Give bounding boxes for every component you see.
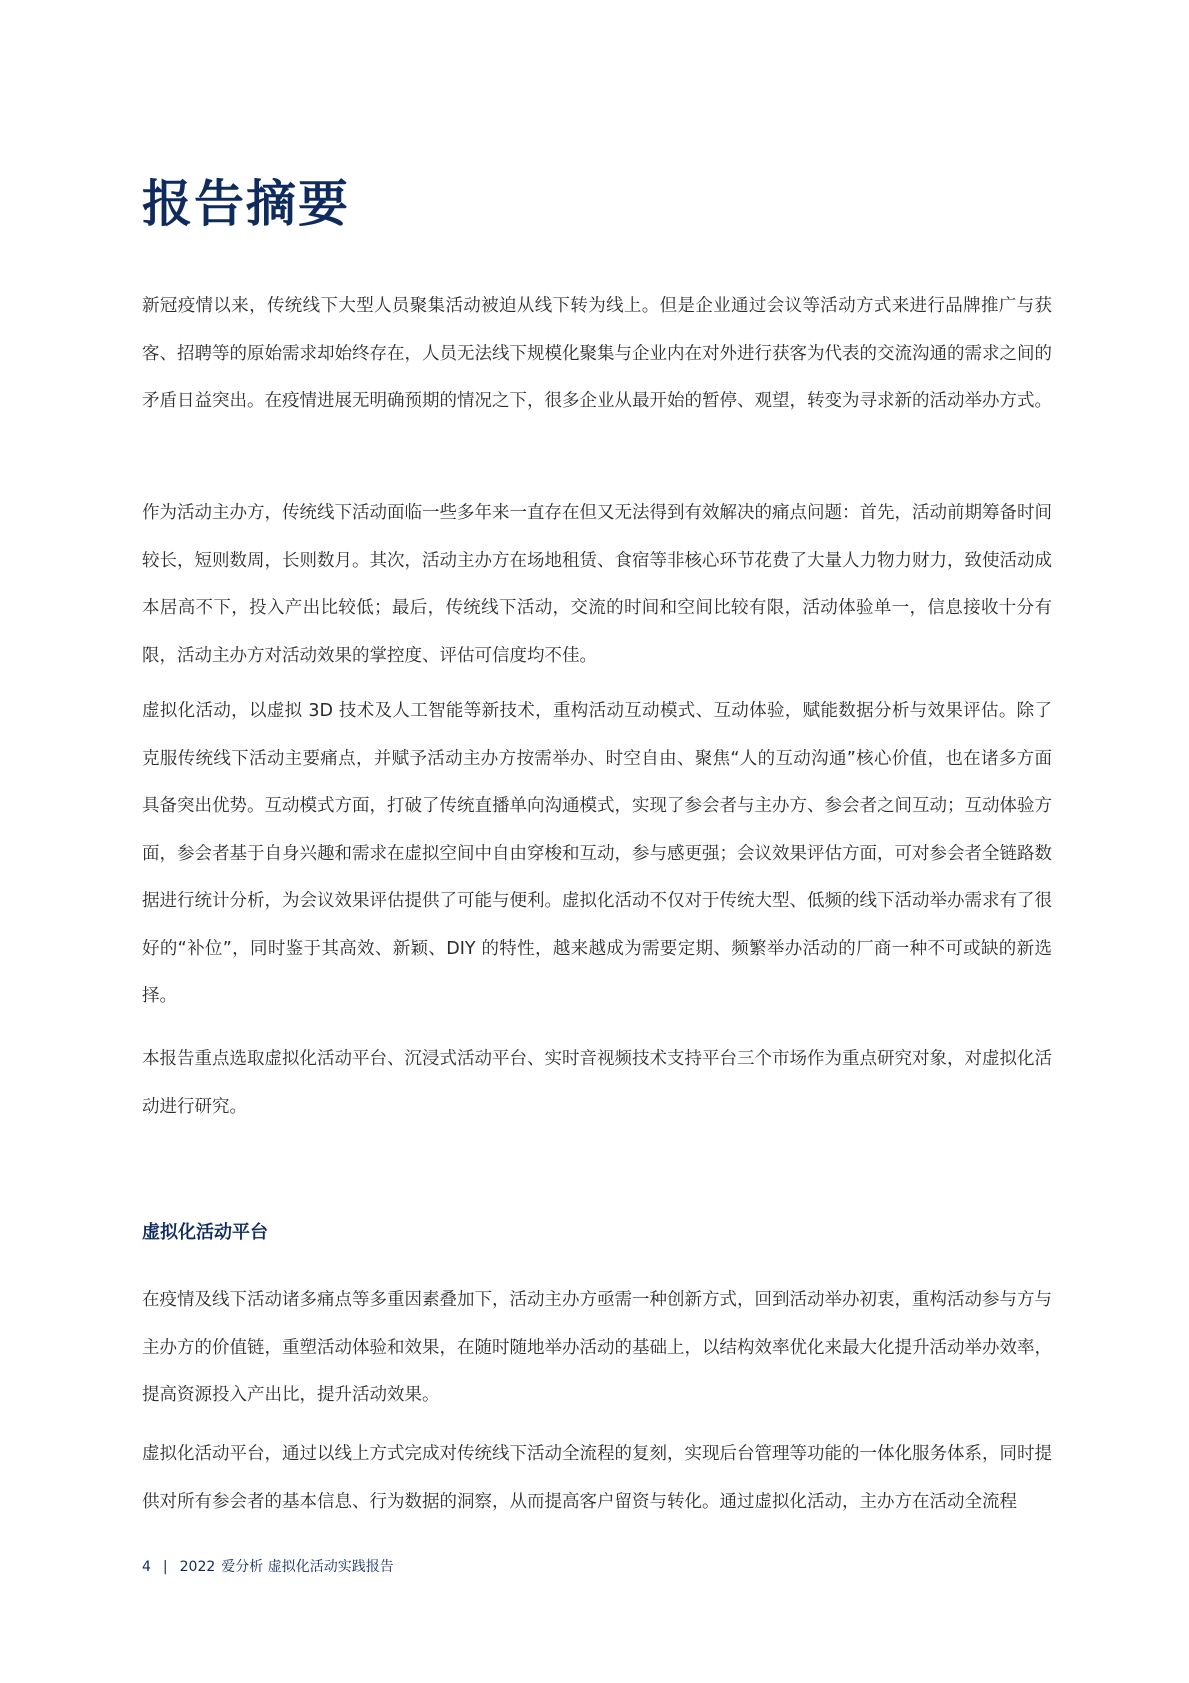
footer-separator: | xyxy=(162,1559,168,1575)
section-paragraph: 虚拟化活动平台，通过以线上方式完成对传统线下活动全流程的复刻，实现后台管理等功能的一体化服务体系，同时提供对所有参会者的基本信息、行为数据的洞察，从而提高客户留资与转化。通过虚拟化活动，主办方在活动全流程 xyxy=(142,1444,1052,1512)
page-number: 4 xyxy=(142,1559,151,1575)
section-paragraph: 在疫情及线下活动诸多痛点等多重因素叠加下，活动主办方亟需一种创新方式，回到活动举办初衷，重构活动参与方与主办方的价值链，重塑活动体验和效果，在随时随地举办活动的基础上，以结构效率优化来最大化提升活动举办效率，提高资源投入产出比，提升活动效果。 xyxy=(142,1290,1052,1405)
body-paragraph: 新冠疫情以来，传统线下大型人员聚集活动被迫从线下转为线上。但是企业通过会议等活动方式来进行品牌推广与获客、招聘等的原始需求却始终存在，人员无法线下规模化聚集与企业内在对外进行获客为代表的交流沟通的需求之间的矛盾日益突出。在疫情进展无明确预期的情况之下，很多企业从最开始的暂停、观望，转变为寻求新的活动举办方式。 xyxy=(142,296,1052,411)
footer-year: 2022 xyxy=(179,1559,216,1575)
page-title: 报告摘要 xyxy=(142,175,350,233)
page-footer xyxy=(142,1557,394,1577)
body-paragraph: 虚拟化活动，以虚拟 3D 技术及人工智能等新技术，重构活动互动模式、互动体验，赋能数据分析与效果评估。除了克服传统线下活动主要痛点，并赋予活动主办方按需举办、时空自由、聚焦“人的互动沟通”核心价值，也在诸多方面具备突出优势。互动模式方面，打破了传统直播单向沟通模式，实现了参会者与主办方、参会者之间互动；互动体验方面，参会者基于自身兴趣和需求在虚拟空间中自由穿梭和互动，参与感更强；会议效果评估方面，可对参会者全链路数据进行统计分析，为会议效果评估提供了可能与便利。虚拟化活动不仅对于传统大型、低频的线下活动举办需求有了很好的“补位”，同时鉴于其高效、新颖、DIY 的特性，越来越成为需要定期、频繁举办活动的厂商一种不可或缺的新选择。 xyxy=(142,701,1052,1006)
body-paragraph: 作为活动主办方，传统线下活动面临一些多年来一直存在但又无法得到有效解决的痛点问题：首先，活动前期筹备时间较长，短则数周，长则数月。其次，活动主办方在场地租赁、食宿等非核心环节花费了大量人力物力财力，致使活动成本居高不下，投入产出比较低；最后，传统线下活动，交流的时间和空间比较有限，活动体验单一，信息接收十分有限，活动主办方对活动效果的掌控度、评估可信度均不佳。 xyxy=(142,503,1052,666)
body-paragraph: 本报告重点选取虚拟化活动平台、沉浸式活动平台、实时音视频技术支持平台三个市场作为重点研究对象，对虚拟化活动进行研究。 xyxy=(142,1049,1052,1117)
footer-report-name: 爱分析 虚拟化活动实践报告 xyxy=(221,1559,394,1575)
section-heading: 虚拟化活动平台 xyxy=(142,1222,268,1243)
